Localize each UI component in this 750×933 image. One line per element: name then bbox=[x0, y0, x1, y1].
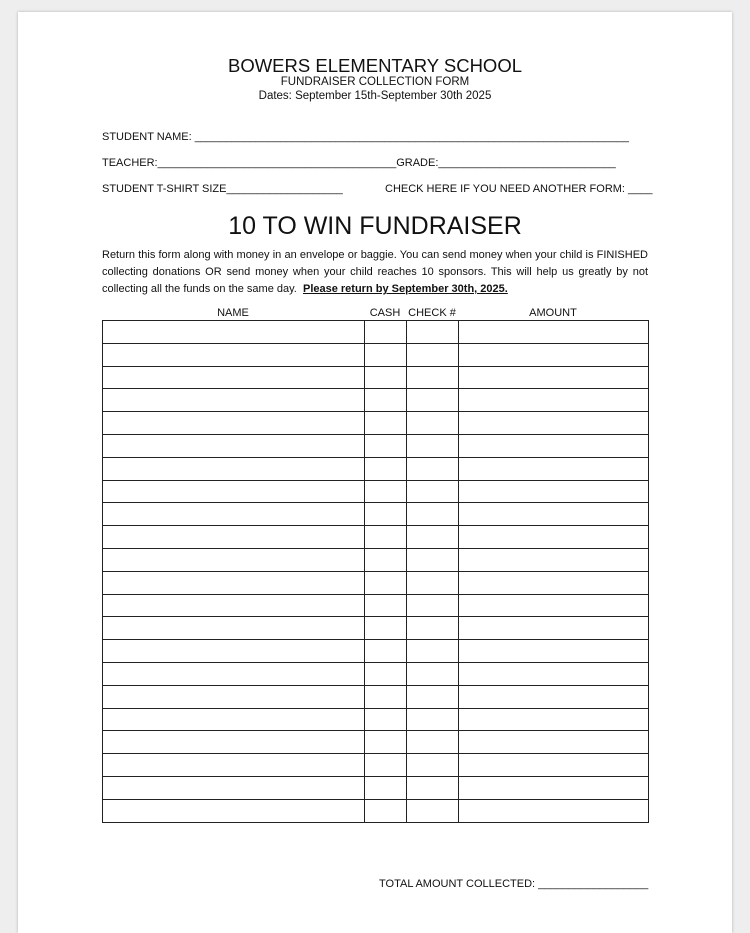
table-row bbox=[103, 343, 649, 366]
name-cell[interactable] bbox=[103, 366, 365, 389]
name-cell[interactable] bbox=[103, 731, 365, 754]
name-cell[interactable] bbox=[103, 457, 365, 480]
cash-cell[interactable] bbox=[365, 412, 407, 435]
instructions-text: Return this form along with money in an envelope or baggie. You can send money when your child is FINISHED collecting donations OR send money when your child reaches 10 sponsors. This will help us greatly by not collecting all the funds on the same day. bbox=[102, 249, 648, 295]
instructions-paragraph bbox=[102, 247, 648, 298]
cash-cell[interactable] bbox=[365, 685, 407, 708]
table-row bbox=[103, 640, 649, 663]
table-row bbox=[103, 617, 649, 640]
form-page bbox=[18, 12, 732, 933]
check-cell[interactable] bbox=[407, 594, 459, 617]
check-cell[interactable] bbox=[407, 731, 459, 754]
table-row bbox=[103, 571, 649, 594]
column-header-amount: AMOUNT bbox=[529, 307, 577, 319]
amount-cell[interactable] bbox=[459, 685, 649, 708]
amount-cell[interactable] bbox=[459, 617, 649, 640]
name-cell[interactable] bbox=[103, 480, 365, 503]
amount-cell[interactable] bbox=[459, 343, 649, 366]
check-cell[interactable] bbox=[407, 343, 459, 366]
tshirt-size-field: STUDENT T-SHIRT SIZE___________________ bbox=[102, 183, 343, 195]
cash-cell[interactable] bbox=[365, 776, 407, 799]
cash-cell[interactable] bbox=[365, 731, 407, 754]
amount-cell[interactable] bbox=[459, 412, 649, 435]
amount-cell[interactable] bbox=[459, 457, 649, 480]
table-row bbox=[103, 776, 649, 799]
name-cell[interactable] bbox=[103, 321, 365, 344]
table-row bbox=[103, 708, 649, 731]
cash-cell[interactable] bbox=[365, 434, 407, 457]
amount-cell[interactable] bbox=[459, 594, 649, 617]
table-row bbox=[103, 754, 649, 777]
table-row bbox=[103, 526, 649, 549]
amount-cell[interactable] bbox=[459, 571, 649, 594]
name-cell[interactable] bbox=[103, 526, 365, 549]
name-cell[interactable] bbox=[103, 389, 365, 412]
total-amount-collected: TOTAL AMOUNT COLLECTED: __________________ bbox=[379, 878, 649, 890]
cash-cell[interactable] bbox=[365, 343, 407, 366]
return-deadline: Please return by September 30th, 2025. bbox=[302, 283, 508, 295]
check-cell[interactable] bbox=[407, 708, 459, 731]
table-row bbox=[103, 480, 649, 503]
check-cell[interactable] bbox=[407, 548, 459, 571]
table-row bbox=[103, 685, 649, 708]
table-row bbox=[103, 366, 649, 389]
collection-table bbox=[102, 320, 649, 823]
check-cell[interactable] bbox=[407, 754, 459, 777]
check-cell[interactable] bbox=[407, 503, 459, 526]
check-cell[interactable] bbox=[407, 799, 459, 822]
column-header-check: CHECK # bbox=[408, 307, 456, 319]
check-cell[interactable] bbox=[407, 366, 459, 389]
cash-cell[interactable] bbox=[365, 754, 407, 777]
cash-cell[interactable] bbox=[365, 457, 407, 480]
cash-cell[interactable] bbox=[365, 480, 407, 503]
name-cell[interactable] bbox=[103, 548, 365, 571]
teacher-grade-field: TEACHER:_______________________________________GRADE:_____________________________ bbox=[102, 157, 616, 169]
check-cell[interactable] bbox=[407, 685, 459, 708]
check-cell[interactable] bbox=[407, 321, 459, 344]
table-row bbox=[103, 503, 649, 526]
name-cell[interactable] bbox=[103, 708, 365, 731]
cash-cell[interactable] bbox=[365, 503, 407, 526]
cash-cell[interactable] bbox=[365, 321, 407, 344]
amount-cell[interactable] bbox=[459, 799, 649, 822]
name-cell[interactable] bbox=[103, 799, 365, 822]
amount-cell[interactable] bbox=[459, 526, 649, 549]
check-cell[interactable] bbox=[407, 480, 459, 503]
amount-cell[interactable] bbox=[459, 480, 649, 503]
amount-cell[interactable] bbox=[459, 434, 649, 457]
name-cell[interactable] bbox=[103, 571, 365, 594]
table-row bbox=[103, 548, 649, 571]
table-row bbox=[103, 321, 649, 344]
amount-cell[interactable] bbox=[459, 640, 649, 663]
name-cell[interactable] bbox=[103, 343, 365, 366]
column-header-cash: CASH bbox=[369, 307, 401, 319]
cash-cell[interactable] bbox=[365, 366, 407, 389]
cash-cell[interactable] bbox=[365, 708, 407, 731]
amount-cell[interactable] bbox=[459, 321, 649, 344]
amount-cell[interactable] bbox=[459, 662, 649, 685]
check-cell[interactable] bbox=[407, 457, 459, 480]
cash-cell[interactable] bbox=[365, 640, 407, 663]
amount-cell[interactable] bbox=[459, 776, 649, 799]
name-cell[interactable] bbox=[103, 434, 365, 457]
student-name-field: STUDENT NAME: _______________________________________________________________________ bbox=[102, 131, 630, 143]
fundraiser-heading: 10 TO WIN FUNDRAISER bbox=[228, 212, 522, 240]
table-row bbox=[103, 594, 649, 617]
name-cell[interactable] bbox=[103, 617, 365, 640]
table-row bbox=[103, 662, 649, 685]
cash-cell[interactable] bbox=[365, 548, 407, 571]
amount-cell[interactable] bbox=[459, 548, 649, 571]
check-cell[interactable] bbox=[407, 389, 459, 412]
cash-cell[interactable] bbox=[365, 526, 407, 549]
name-cell[interactable] bbox=[103, 754, 365, 777]
school-name: BOWERS ELEMENTARY SCHOOL bbox=[227, 55, 522, 76]
amount-cell[interactable] bbox=[459, 708, 649, 731]
name-cell[interactable] bbox=[103, 594, 365, 617]
amount-cell[interactable] bbox=[459, 366, 649, 389]
cash-cell[interactable] bbox=[365, 571, 407, 594]
name-cell[interactable] bbox=[103, 640, 365, 663]
form-title: FUNDRAISER COLLECTION FORM bbox=[280, 76, 470, 88]
check-cell[interactable] bbox=[407, 662, 459, 685]
check-cell[interactable] bbox=[407, 434, 459, 457]
cash-cell[interactable] bbox=[365, 389, 407, 412]
cash-cell[interactable] bbox=[365, 594, 407, 617]
check-cell[interactable] bbox=[407, 617, 459, 640]
fundraiser-dates: Dates: September 15th-September 30th 2025 bbox=[258, 90, 492, 102]
name-cell[interactable] bbox=[103, 776, 365, 799]
check-cell[interactable] bbox=[407, 640, 459, 663]
table-row bbox=[103, 434, 649, 457]
column-header-name: NAME bbox=[217, 307, 249, 319]
another-form-field: CHECK HERE IF YOU NEED ANOTHER FORM: ____ bbox=[385, 183, 653, 195]
table-row bbox=[103, 412, 649, 435]
amount-cell[interactable] bbox=[459, 731, 649, 754]
check-cell[interactable] bbox=[407, 776, 459, 799]
table-row bbox=[103, 731, 649, 754]
amount-cell[interactable] bbox=[459, 389, 649, 412]
table-row bbox=[103, 799, 649, 822]
cash-cell[interactable] bbox=[365, 617, 407, 640]
table-row bbox=[103, 389, 649, 412]
check-cell[interactable] bbox=[407, 571, 459, 594]
check-cell[interactable] bbox=[407, 526, 459, 549]
cash-cell[interactable] bbox=[365, 662, 407, 685]
name-cell[interactable] bbox=[103, 685, 365, 708]
amount-cell[interactable] bbox=[459, 754, 649, 777]
name-cell[interactable] bbox=[103, 412, 365, 435]
table-row bbox=[103, 457, 649, 480]
check-cell[interactable] bbox=[407, 412, 459, 435]
amount-cell[interactable] bbox=[459, 503, 649, 526]
name-cell[interactable] bbox=[103, 662, 365, 685]
name-cell[interactable] bbox=[103, 503, 365, 526]
cash-cell[interactable] bbox=[365, 799, 407, 822]
